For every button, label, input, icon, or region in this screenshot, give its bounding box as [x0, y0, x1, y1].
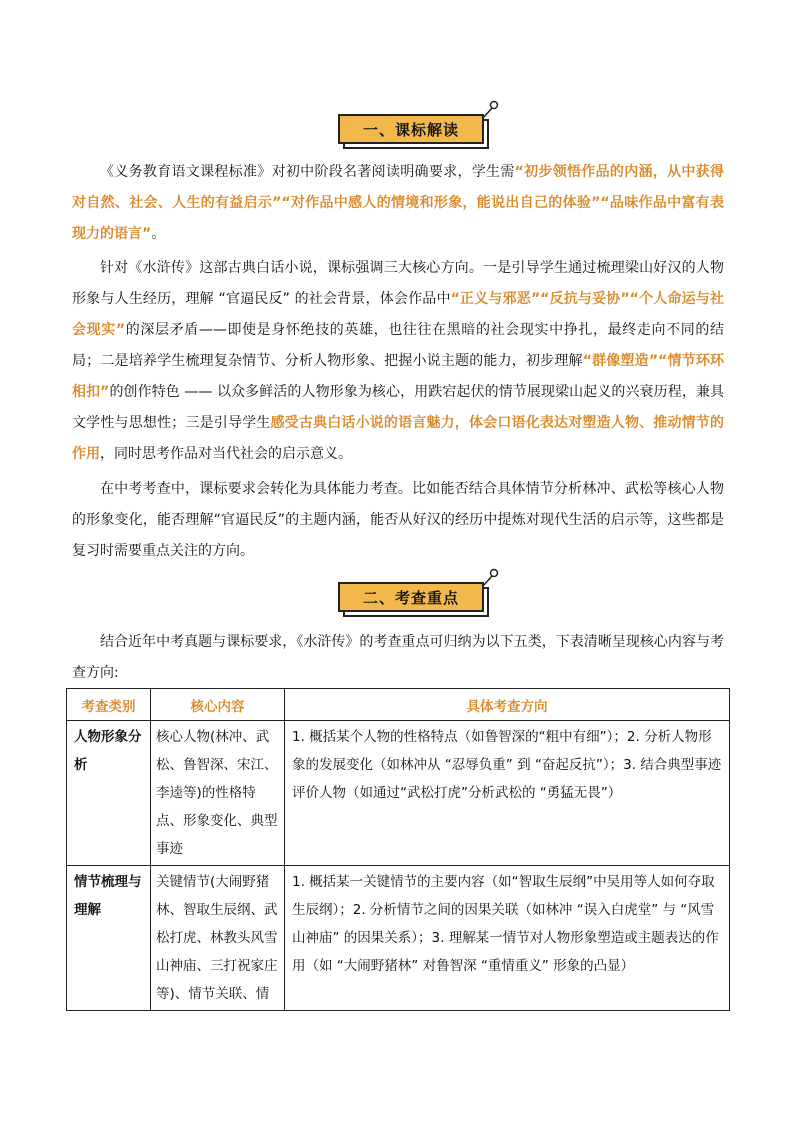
highlight-text: “群像塑造”“情节环环相扣” — [72, 353, 725, 400]
cell-core: 关键情节(大闹野猪林、智取生辰纲、武松打虎、林教头风雪山神庙、三打祝家庄等)、情节关联、情 — [151, 866, 285, 1011]
heading-box — [338, 114, 484, 144]
cell-category: 情节梳理与理解 — [67, 866, 151, 1011]
table-header-row — [67, 689, 730, 721]
heading-box — [338, 582, 484, 612]
paragraph-1 — [72, 157, 724, 250]
text-run: 。 — [151, 226, 166, 242]
intro-paragraph: 结合近年中考真题与课标要求，《水浒传》的考查重点可归纳为以下五类，下表清晰呈现核心内容与考查方向: — [72, 634, 724, 681]
cell-category: 人物形象分析 — [67, 721, 151, 866]
cell-direction: 1. 概括某个人物的性格特点（如鲁智深的“粗中有细”）；2. 分析人物形象的发展变化（如林冲从 “忍辱负重” 到 “奋起反抗”）；3. 结合典型事迹评价人物（如通过“武松打虎”分析武松的 “勇猛无畏”） — [285, 721, 730, 866]
highlight-text: “初步领悟作品的内涵，从中获得对自然、社会、人生的有益启示”“对作品中感人的情境和形象，能说出自己的体验”“品味作品中富有表现力的语言” — [72, 164, 725, 242]
heading-text: 一、课标解读 — [362, 120, 459, 139]
header-category: 考查类别 — [67, 689, 151, 721]
cell-core: 核心人物(林冲、武松、鲁智深、宋江、李逵等)的性格特点、形象变化、典型事迹 — [151, 721, 285, 866]
header-direction: 具体考查方向 — [285, 689, 730, 721]
section1-body — [72, 157, 724, 567]
highlight-text: 感受古典白话小说的语言魅力，体会口语化表达对塑造人物、推动情节的作用 — [72, 415, 725, 462]
pin-icon — [482, 568, 500, 586]
cell-direction: 1. 概括某一关键情节的主要内容（如“智取生辰纲”中吴用等人如何夺取生辰纲）；2. 分析情节之间的因果关联（如林冲 “误入白虎堂” 与 “风雪山神庙” 的因果关系）；3. 理解某一情节对人物形象塑造或主题表达的作用（如 “大闹野猪林” 对鲁智深 “重情重义” 形象的凸显） — [285, 866, 730, 1011]
highlight-text: “正义与邪恶”“反抗与妥协”“个人命运与社会现实” — [72, 291, 725, 338]
pin-icon — [482, 100, 500, 118]
paragraph-3: 在中考考查中，课标要求会转化为具体能力考查。比如能否结合具体情节分析林冲、武松等核心人物的形象变化，能否理解“官逼民反”的主题内涵，能否从好汉的经历中提炼对现代生活的启示等，这些都是复习时需要重点关注的方向。 — [72, 481, 724, 559]
section-heading-1 — [338, 114, 490, 150]
text-run: 的深层矛盾——即使是身怀绝技的英雄，也往往在黑暗的社会现实中挣扎，最终走向不同的结局；二是培养学生梳理复杂情节、分析人物形象、把握小说主题的能力，初步理解 — [72, 322, 725, 369]
heading-text: 二、考查重点 — [362, 588, 459, 607]
exam-focus-table — [66, 688, 730, 1011]
table-row — [67, 721, 730, 866]
header-core: 核心内容 — [151, 689, 285, 721]
paragraph-2 — [72, 253, 724, 470]
section2-intro — [72, 627, 724, 689]
text-run: 《义务教育语文课程标准》对初中阶段名著阅读明确要求，学生需 — [100, 164, 515, 180]
text-run: 的创作特色 —— 以众多鲜活的人物形象为核心，用跌宕起伏的情节展现梁山起义的兴衰历程，兼具文学性与思想性；三是引导学生 — [72, 384, 724, 431]
table-row — [67, 866, 730, 1011]
text-run: ，同时思考作品对当代社会的启示意义。 — [100, 446, 352, 462]
section-heading-2 — [338, 582, 490, 618]
text-run: 针对《水浒传》这部古典白话小说，课标强调三大核心方向。一是引导学生通过梳理梁山好汉的人物形象与人生经历，理解 “官逼民反” 的社会背景，体会作品中 — [72, 260, 724, 307]
